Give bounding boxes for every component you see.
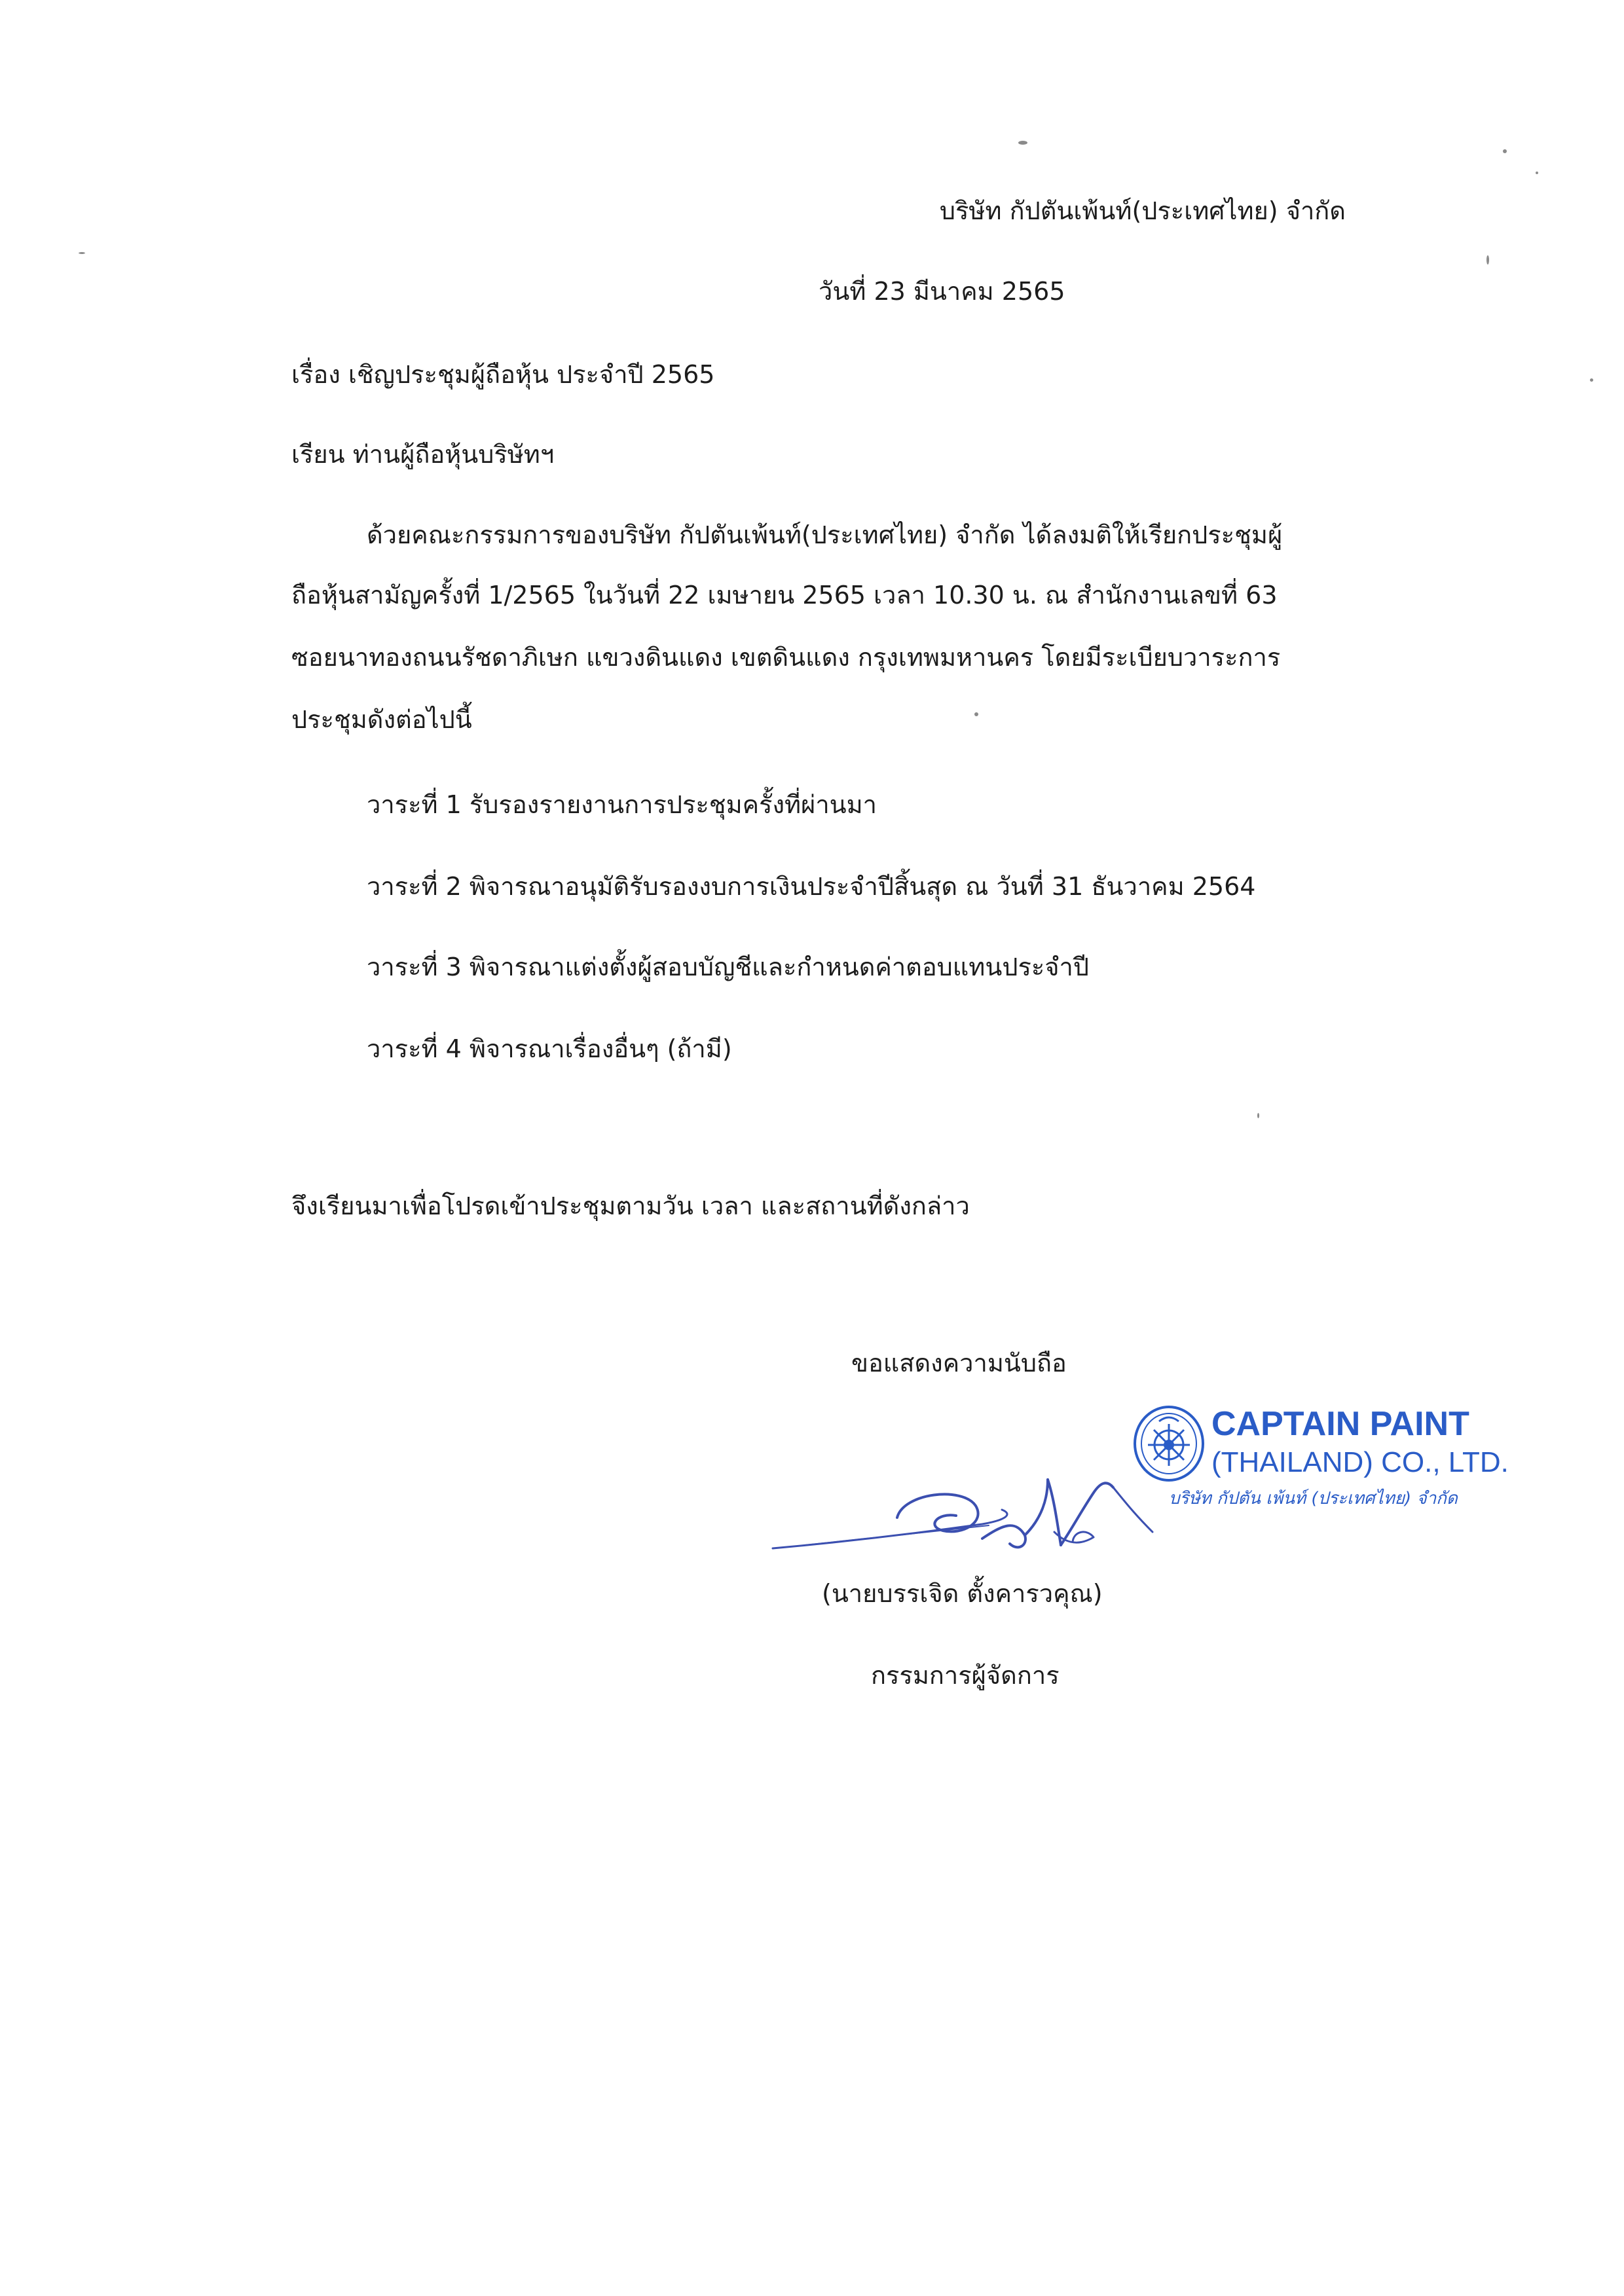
scan-speck xyxy=(1503,149,1507,153)
stamp-line-3: บริษัท กัปตัน เพ้นท์ (ประเทศไทย) จำกัด xyxy=(1169,1489,1458,1508)
scan-speck xyxy=(1590,378,1593,382)
agenda-item-3: วาระที่ 3 พิจารณาแต่งตั้งผู้สอบบัญชีและกำหนดค่าตอบแทนประจำปี xyxy=(367,953,1089,981)
scan-speck xyxy=(1536,172,1538,174)
company-stamp xyxy=(1130,1394,1509,1525)
letter-date: วันที่ 23 มีนาคม 2565 xyxy=(819,277,1065,306)
signer-title: กรรมการผู้จัดการ xyxy=(871,1661,1060,1690)
body-line-4: ประชุมดังต่อไปนี้ xyxy=(291,705,472,734)
body-line-3: ซอยนาทองถนนรัชดาภิเษก แขวงดินแดง เขตดินแดง กรุงเทพมหานคร โดยมีระเบียบวาระการ xyxy=(291,643,1281,672)
scan-speck xyxy=(1018,141,1027,145)
scan-speck xyxy=(79,252,85,254)
letter-salutation: เรียน ท่านผู้ถือหุ้นบริษัทฯ xyxy=(291,440,555,469)
letter-subject: เรื่อง เชิญประชุมผู้ถือหุ้น ประจำปี 2565 xyxy=(291,360,715,389)
body-line-1: ด้วยคณะกรรมการของบริษัท กัปตันเพ้นท์(ประเทศไทย) จำกัด ได้ลงมติให้เรียกประชุมผู้ xyxy=(367,520,1283,549)
agenda-item-4: วาระที่ 4 พิจารณาเรื่องอื่นๆ (ถ้ามี) xyxy=(367,1034,732,1063)
agenda-item-2: วาระที่ 2 พิจารณาอนุมัติรับรองงบการเงินประจำปีสิ้นสุด ณ วันที่ 31 ธันวาคม 2564 xyxy=(367,872,1256,901)
closing-sentence: จึงเรียนมาเพื่อโปรดเข้าประชุมตามวัน เวลา และสถานที่ดังกล่าว xyxy=(291,1192,970,1220)
scan-speck xyxy=(1257,1113,1259,1118)
company-name: บริษัท กัปตันเพ้นท์(ประเทศไทย) จำกัด xyxy=(939,196,1346,225)
scan-speck xyxy=(974,712,978,716)
signature-mark xyxy=(766,1447,1172,1571)
closing-regards: ขอแสดงความนับถือ xyxy=(851,1349,1067,1377)
body-line-2: ถือหุ้นสามัญครั้งที่ 1/2565 ในวันที่ 22 เมษายน 2565 เวลา 10.30 น. ณ สำนักงานเลขที่ 63 xyxy=(291,581,1278,610)
signer-name: (นายบรรเจิด ตั้งคารวคุณ) xyxy=(822,1579,1103,1608)
agenda-item-1: วาระที่ 1 รับรองรายงานการประชุมครั้งที่ผ่านมา xyxy=(367,790,877,819)
scan-speck xyxy=(1486,255,1489,264)
stamp-line-1: CAPTAIN PAINT xyxy=(1211,1405,1469,1443)
stamp-line-2: (THAILAND) CO., LTD. xyxy=(1211,1446,1509,1478)
